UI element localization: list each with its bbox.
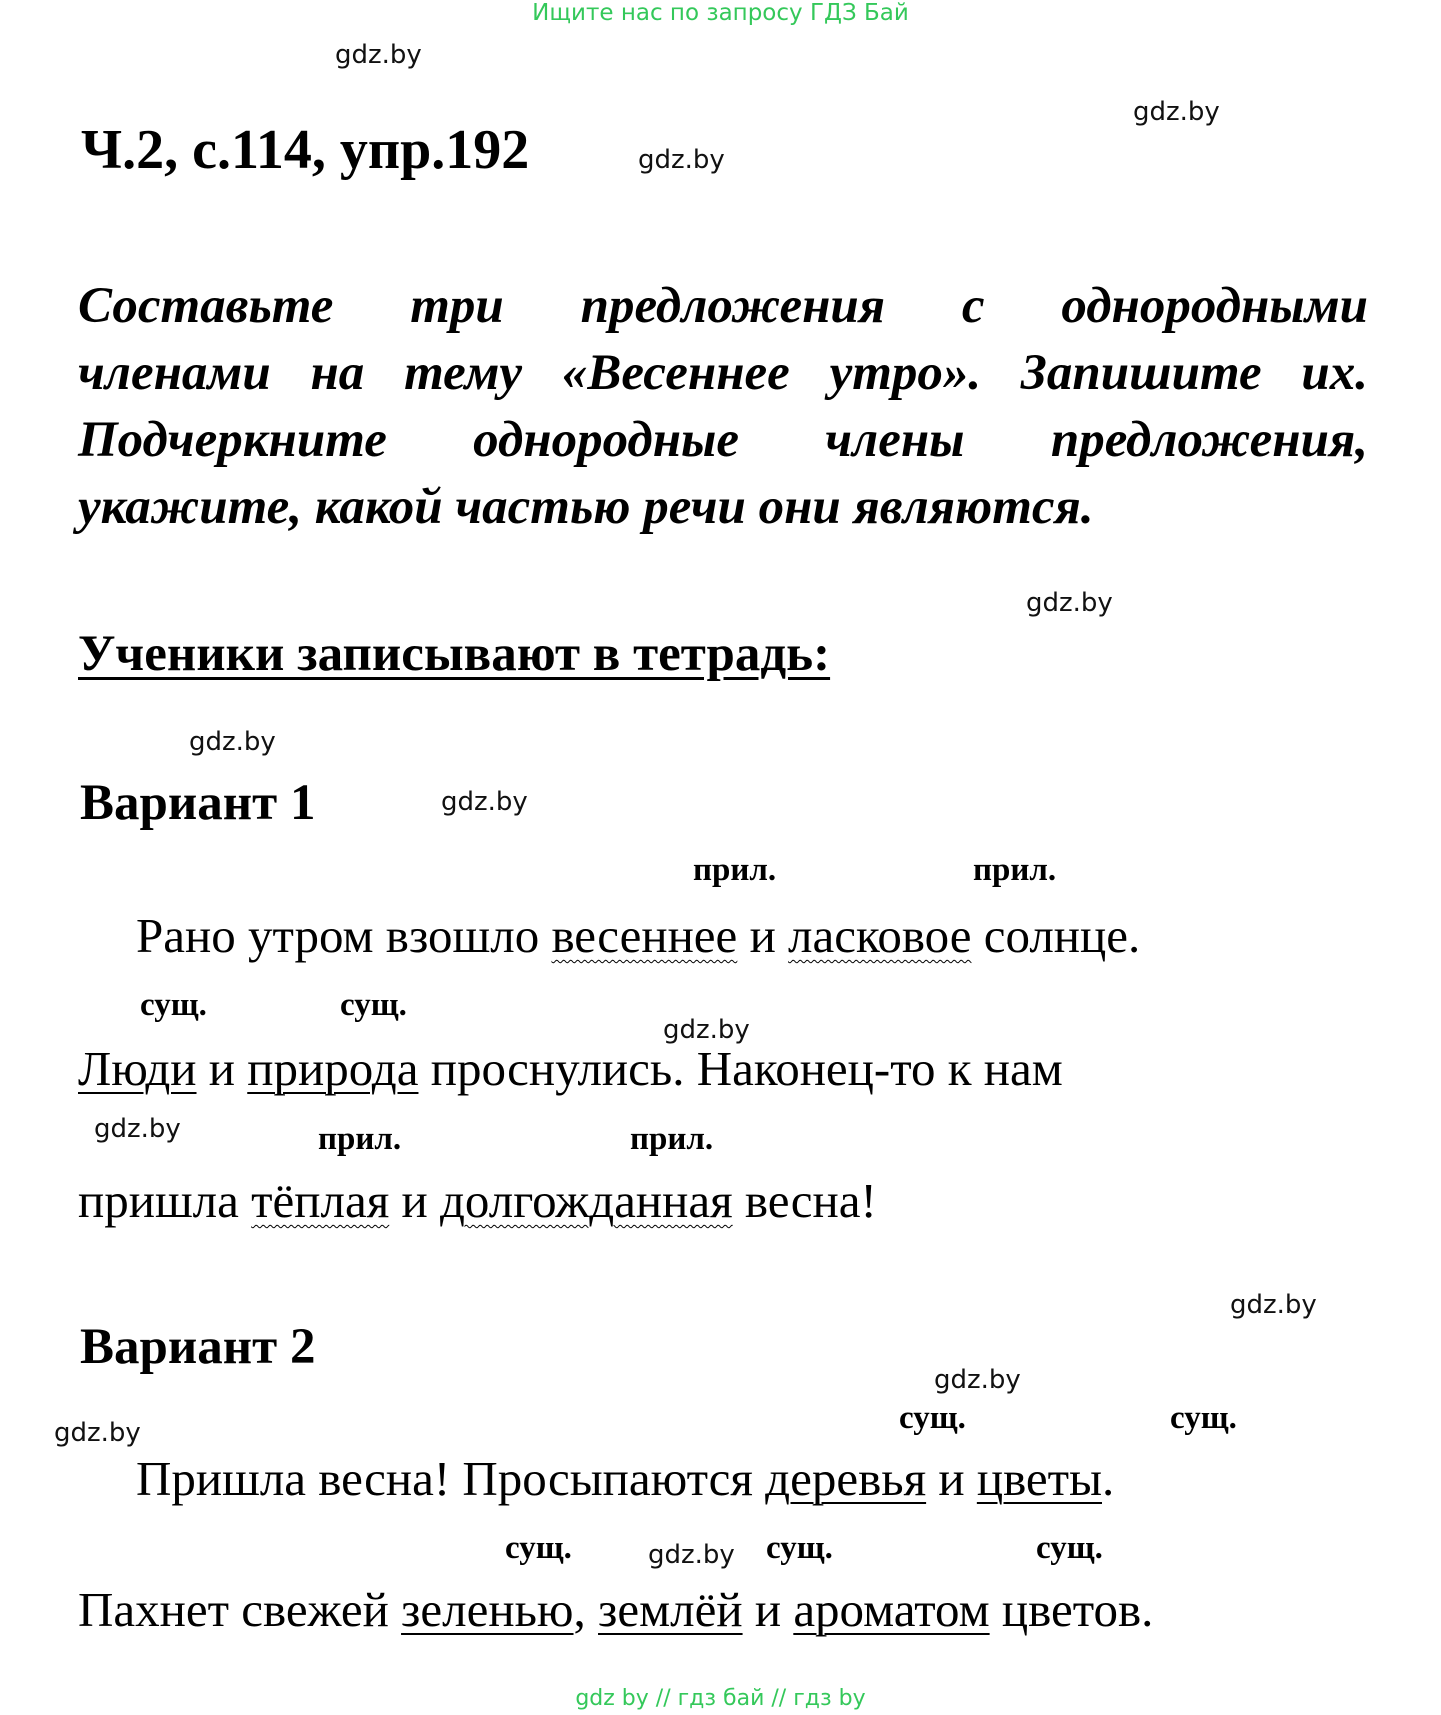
homogeneous-member: природа xyxy=(247,1041,419,1096)
page-title: Ч.2, с.114, упр.192 xyxy=(81,119,530,181)
watermark: gdz.by xyxy=(94,1114,181,1144)
top-banner: Ищите нас по запросу ГДЗ Бай xyxy=(532,0,909,26)
pos-tag: сущ. xyxy=(340,987,407,1023)
homogeneous-member: ласковое xyxy=(788,908,972,963)
homogeneous-member: долгожданная xyxy=(440,1173,733,1228)
homogeneous-member: тёплая xyxy=(251,1173,390,1228)
pos-tag: сущ. xyxy=(140,987,207,1023)
pos-tag: сущ. xyxy=(899,1400,966,1436)
variant-2-sentence-line: Пахнет свежей зеленью, землёй и ароматом цветов. xyxy=(78,1582,1154,1637)
pos-tag: сущ. xyxy=(505,1530,572,1566)
homogeneous-member: ароматом xyxy=(793,1582,990,1637)
footer-watermark: gdz by // гдз бай // гдз by xyxy=(575,1686,866,1711)
watermark: gdz.by xyxy=(441,787,528,817)
homogeneous-member: Люди xyxy=(78,1041,197,1096)
watermark: gdz.by xyxy=(1230,1290,1317,1320)
variant-1-sentence-line: Рано утром взошло весеннее и ласковое солнце. xyxy=(136,908,1141,963)
variant-1-sentence-line: Люди и природа проснулись. Наконец-то к нам xyxy=(78,1041,1063,1096)
pos-tag: прил. xyxy=(630,1121,714,1157)
homogeneous-member: весеннее xyxy=(551,908,738,963)
watermark: gdz.by xyxy=(934,1365,1021,1395)
task-line: укажите, какой частью речи они являются. xyxy=(78,479,1094,535)
task-line: Подчеркните однородные члены предложения, xyxy=(78,412,1368,468)
task-text xyxy=(78,273,1368,541)
answer-heading: Ученики записывают в тетрадь: xyxy=(78,626,831,682)
pos-tag: сущ. xyxy=(1170,1400,1237,1436)
pos-tag: сущ. xyxy=(1036,1530,1103,1566)
watermark: gdz.by xyxy=(1133,97,1220,127)
task-line: членами на тему «Весеннее утро». Запишите их. xyxy=(78,345,1368,401)
pos-tag: сущ. xyxy=(766,1530,833,1566)
variant-1-label: Вариант 1 xyxy=(80,775,316,831)
watermark: gdz.by xyxy=(1026,588,1113,618)
homogeneous-member: землёй xyxy=(598,1582,743,1637)
task-line: Составьте три предложения с однородными xyxy=(78,278,1368,334)
variant-1-sentence-line: пришла тёплая и долгожданная весна! xyxy=(78,1173,877,1228)
variant-2-sentence-line: Пришла весна! Просыпаются деревья и цветы. xyxy=(136,1451,1115,1506)
homogeneous-member: зеленью xyxy=(401,1582,574,1637)
watermark: gdz.by xyxy=(54,1418,141,1448)
homogeneous-member: деревья xyxy=(765,1451,927,1506)
watermark: gdz.by xyxy=(189,727,276,757)
homogeneous-member: цветы xyxy=(976,1451,1102,1506)
pos-tag: прил. xyxy=(693,852,777,888)
watermark: gdz.by xyxy=(638,145,725,175)
watermark: gdz.by xyxy=(648,1540,735,1570)
pos-tag: прил. xyxy=(973,852,1057,888)
watermark: gdz.by xyxy=(663,1015,750,1045)
variant-2-label: Вариант 2 xyxy=(80,1319,316,1375)
pos-tag: прил. xyxy=(318,1121,402,1157)
watermark: gdz.by xyxy=(335,40,422,70)
